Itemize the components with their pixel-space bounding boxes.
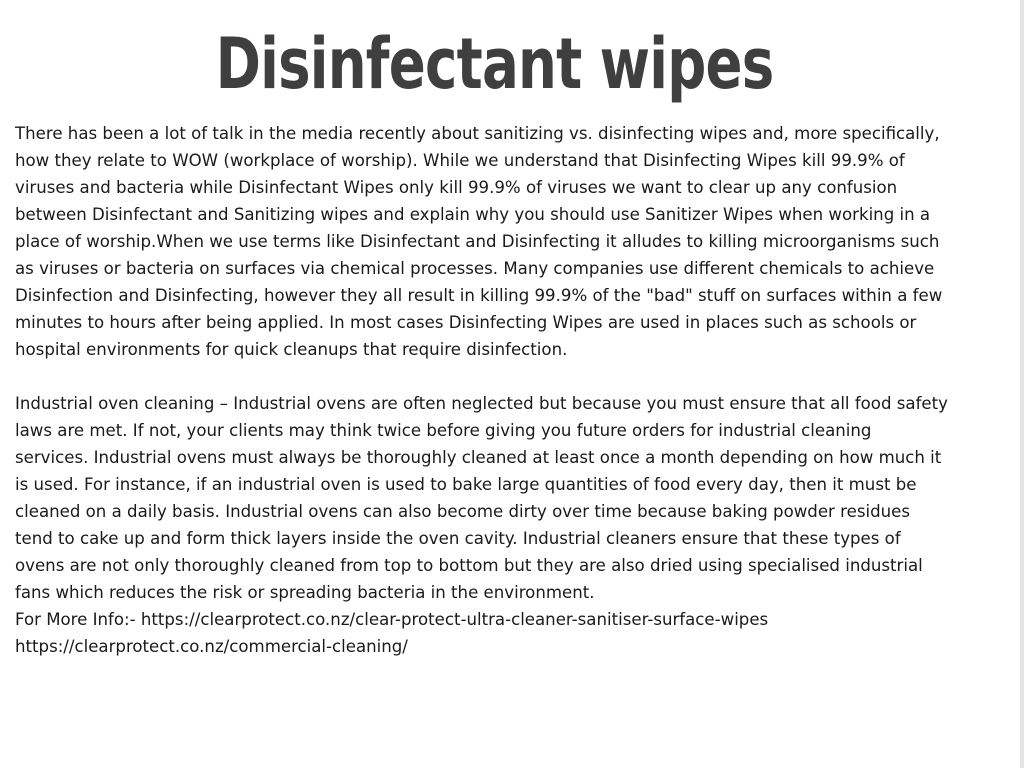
paragraph-industrial-oven-cleaning: Industrial oven cleaning – Industrial ovens are often neglected but because you must ensure that all food safety laws are met. If not, your clients may think twice before giving you future orders for industrial cleaning services. Industrial ovens must always be thoroughly cleaned at least once a month depending on how much it is used. For instance, if an industrial oven is used to bake large quantities of food every day, then it must be cleaned on a daily basis. Industrial ovens can also become dirty over time because baking powder residues tend to cake up and form thick layers inside the oven cavity. Industrial cleaners ensure that these types of ovens are not only thoroughly cleaned from top to bottom but they are also dried using specialised industrial fans which reduces the risk or spreading bacteria in the environment. <box>15 394 948 602</box>
commercial-cleaning-link[interactable]: https://clearprotect.co.nz/commercial-cleaning/ <box>15 637 408 656</box>
document-body <box>15 120 950 660</box>
paragraph-disinfectant-wipes: There has been a lot of talk in the media recently about sanitizing vs. disinfecting wipes and, more specifically, how they relate to WOW (workplace of worship). While we understand that Disinfecting Wipes kill 99.9% of viruses and bacteria while Disinfectant Wipes only kill 99.9% of viruses we want to clear up any confusion between Disinfectant and Sanitizing wipes and explain why you should use Sanitizer Wipes when working in a place of worship.When we use terms like Disinfectant and Disinfecting it alludes to killing microorganisms such as viruses or bacteria on surfaces via chemical processes. Many companies use different chemicals to achieve Disinfection and Disinfecting, however they all result in killing 99.9% of the "bad" stuff on surfaces within a few minutes to hours after being applied. In most cases Disinfecting Wipes are used in places such as schools or hospital environments for quick cleanups that require disinfection. <box>15 124 943 359</box>
page-edge-divider <box>1020 0 1024 768</box>
more-info-link[interactable]: For More Info:- https://clearprotect.co.nz/clear-protect-ultra-cleaner-sanitiser-surface-wipes <box>15 610 769 629</box>
paragraph-spacer <box>15 363 950 390</box>
page-title: Disinfectant wipes <box>215 23 774 105</box>
